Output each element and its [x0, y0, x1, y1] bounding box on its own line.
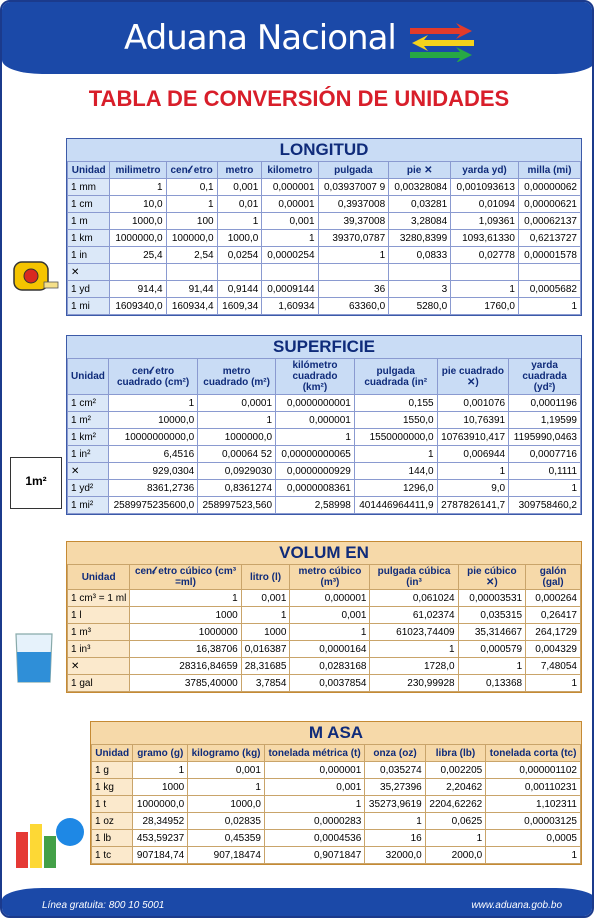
longitud-header-0: Unidad — [68, 162, 110, 179]
masa-title: M ASA — [91, 722, 581, 744]
value-cell: 0,016387 — [241, 641, 290, 658]
value-cell: 7,48054 — [526, 658, 581, 675]
value-cell: 61023,74409 — [370, 624, 458, 641]
table-row — [68, 480, 581, 497]
value-cell: 0,13368 — [458, 675, 526, 692]
superficie-header-5: pie cuadrado ✕) — [437, 359, 509, 395]
value-cell: 0,00001 — [262, 196, 318, 213]
value-cell: 0,00110231 — [486, 779, 581, 796]
value-cell: 0,061024 — [370, 590, 458, 607]
value-cell: 0,155 — [354, 395, 437, 412]
square-meter-label: 1m² — [25, 474, 47, 488]
value-cell: 0,02778 — [451, 247, 519, 264]
value-cell: 1760,0 — [451, 298, 519, 315]
value-cell: 907,18474 — [188, 847, 265, 864]
value-cell: 0,0283168 — [290, 658, 370, 675]
value-cell: 3 — [389, 281, 451, 298]
value-cell: 0,01 — [217, 196, 262, 213]
value-cell: 32000,0 — [365, 847, 425, 864]
value-cell: 3,7854 — [241, 675, 290, 692]
value-cell: 0,035315 — [458, 607, 526, 624]
table-row — [68, 264, 581, 281]
value-cell: 100000,0 — [166, 230, 217, 247]
value-cell: 0,000264 — [526, 590, 581, 607]
value-cell: 3280,8399 — [389, 230, 451, 247]
value-cell: 1000 — [241, 624, 290, 641]
value-cell: 3,28084 — [389, 213, 451, 230]
value-cell: 1 — [518, 298, 580, 315]
value-cell: 2787826141,7 — [437, 497, 509, 514]
value-cell: 0,9144 — [217, 281, 262, 298]
table-row — [68, 497, 581, 514]
table-row — [68, 624, 581, 641]
value-cell: 0,000579 — [458, 641, 526, 658]
value-cell: 2,58998 — [276, 497, 355, 514]
value-cell: 0,3937008 — [318, 196, 389, 213]
longitud-header-8: milla (mi) — [518, 162, 580, 179]
value-cell: 1 — [370, 641, 458, 658]
superficie-header-6: yarda cuadrada (yd²) — [509, 359, 581, 395]
superficie-header-2: metro cuadrado (m²) — [198, 359, 276, 395]
masa-table — [91, 744, 581, 864]
unit-cell: 1 mi² — [68, 497, 109, 514]
unit-cell: ✕ — [68, 658, 130, 675]
value-cell — [217, 264, 262, 281]
table-row — [68, 429, 581, 446]
volumen-section — [66, 541, 582, 693]
arrows-logo-icon — [406, 20, 478, 62]
value-cell: 1,19599 — [509, 412, 581, 429]
volumen-header-4: pulgada cúbica (in³ — [370, 565, 458, 590]
masa-header-6: tonelada corta (tc) — [486, 745, 581, 762]
superficie-header-1: cen𝓁 etro cuadrado (cm²) — [108, 359, 197, 395]
unit-cell: 1 cm³ = 1 ml — [68, 590, 130, 607]
unit-cell: ✕ — [68, 463, 109, 480]
value-cell: 0,0009144 — [262, 281, 318, 298]
masa-header-2: kilogramo (kg) — [188, 745, 265, 762]
value-cell: 1728,0 — [370, 658, 458, 675]
value-cell: 3785,40000 — [130, 675, 241, 692]
longitud-header-5: pulgada — [318, 162, 389, 179]
value-cell — [451, 264, 519, 281]
beaker-icon — [10, 630, 58, 686]
value-cell: 0,00001578 — [518, 247, 580, 264]
value-cell: 0,006944 — [437, 446, 509, 463]
volumen-table — [67, 564, 581, 692]
value-cell: 1000 — [133, 779, 188, 796]
value-cell: 1 — [526, 675, 581, 692]
unit-cell: 1 tc — [92, 847, 133, 864]
table-row — [68, 463, 581, 480]
table-row — [68, 213, 581, 230]
superficie-section — [66, 335, 582, 515]
value-cell: 1 — [108, 395, 197, 412]
value-cell: 1000000,0 — [110, 230, 166, 247]
value-cell: 2204,62262 — [425, 796, 485, 813]
unit-cell: 1 km — [68, 230, 110, 247]
value-cell: 39370,0787 — [318, 230, 389, 247]
value-cell: 0,0000000001 — [276, 395, 355, 412]
value-cell: 35,314667 — [458, 624, 526, 641]
value-cell: 1000000,0 — [198, 429, 276, 446]
masa-section — [90, 721, 582, 865]
unit-cell: 1 m — [68, 213, 110, 230]
value-cell: 0,001 — [290, 607, 370, 624]
value-cell: 1609340,0 — [110, 298, 166, 315]
value-cell: 0,0000254 — [262, 247, 318, 264]
value-cell: 9,0 — [437, 480, 509, 497]
header-banner — [2, 2, 594, 74]
longitud-header-1: milimetro — [110, 162, 166, 179]
value-cell: 0,0000164 — [290, 641, 370, 658]
value-cell: 309758460,2 — [509, 497, 581, 514]
volumen-header-5: pie cúbico ✕) — [458, 565, 526, 590]
unit-cell: 1 in³ — [68, 641, 130, 658]
superficie-title: SUPERFICIE — [67, 336, 581, 358]
unit-cell: 1 g — [92, 762, 133, 779]
table-row — [68, 247, 581, 264]
value-cell: 0,000001 — [264, 762, 364, 779]
value-cell: 0,0001 — [198, 395, 276, 412]
unit-cell: 1 yd — [68, 281, 110, 298]
unit-cell: 1 mi — [68, 298, 110, 315]
value-cell: 1000000,0 — [133, 796, 188, 813]
value-cell: 1 — [458, 658, 526, 675]
value-cell: 1 — [486, 847, 581, 864]
value-cell: 1000,0 — [110, 213, 166, 230]
value-cell: 36 — [318, 281, 389, 298]
value-cell: 0,9071847 — [264, 847, 364, 864]
value-cell: 1 — [264, 796, 364, 813]
value-cell: 61,02374 — [370, 607, 458, 624]
value-cell: 1 — [451, 281, 519, 298]
masa-header-5: libra (lb) — [425, 745, 485, 762]
value-cell: 0,0037854 — [290, 675, 370, 692]
value-cell: 1093,61330 — [451, 230, 519, 247]
value-cell: 0,6213727 — [518, 230, 580, 247]
unit-cell: 1 oz — [92, 813, 133, 830]
value-cell: 1,60934 — [262, 298, 318, 315]
unit-cell: ✕ — [68, 264, 110, 281]
footer-banner — [2, 888, 594, 918]
superficie-header-4: pulgada cuadrada (in² — [354, 359, 437, 395]
value-cell: 0,001093613 — [451, 179, 519, 196]
value-cell: 91,44 — [166, 281, 217, 298]
value-cell: 1 — [354, 446, 437, 463]
value-cell: 0,00000621 — [518, 196, 580, 213]
table-row — [68, 412, 581, 429]
value-cell: 10,76391 — [437, 412, 509, 429]
value-cell: 1 — [217, 213, 262, 230]
table-row — [68, 298, 581, 315]
value-cell: 0,8361274 — [198, 480, 276, 497]
value-cell: 0,1 — [166, 179, 217, 196]
value-cell: 0,1111 — [509, 463, 581, 480]
unit-cell: 1 mm — [68, 179, 110, 196]
value-cell: 453,59237 — [133, 830, 188, 847]
value-cell: 1550000000,0 — [354, 429, 437, 446]
value-cell: 0,0005 — [486, 830, 581, 847]
unit-cell: 1 in² — [68, 446, 109, 463]
value-cell — [166, 264, 217, 281]
value-cell: 25,4 — [110, 247, 166, 264]
value-cell: 0,00000000065 — [276, 446, 355, 463]
value-cell: 0,0929030 — [198, 463, 276, 480]
table-row — [68, 395, 581, 412]
value-cell: 1000,0 — [188, 796, 265, 813]
value-cell — [389, 264, 451, 281]
value-cell: 63360,0 — [318, 298, 389, 315]
value-cell: 0,000001 — [290, 590, 370, 607]
value-cell: 0,00000062 — [518, 179, 580, 196]
value-cell — [318, 264, 389, 281]
value-cell: 907184,74 — [133, 847, 188, 864]
unit-cell: 1 yd² — [68, 480, 109, 497]
value-cell: 401446964411,9 — [354, 497, 437, 514]
value-cell: 35273,9619 — [365, 796, 425, 813]
value-cell: 0,0001196 — [509, 395, 581, 412]
value-cell: 1195990,0463 — [509, 429, 581, 446]
value-cell: 35,27396 — [365, 779, 425, 796]
value-cell: 0,000001 — [262, 179, 318, 196]
value-cell: 0,0254 — [217, 247, 262, 264]
value-cell: 28,34952 — [133, 813, 188, 830]
value-cell: 100 — [166, 213, 217, 230]
value-cell: 264,1729 — [526, 624, 581, 641]
value-cell: 0,00064 52 — [198, 446, 276, 463]
table-row — [92, 762, 581, 779]
volumen-header-1: cen𝓁 etro cúbico (cm³ =ml) — [130, 565, 241, 590]
value-cell: 1 — [198, 412, 276, 429]
value-cell: 39,37008 — [318, 213, 389, 230]
value-cell: 1 — [130, 590, 241, 607]
table-row — [68, 230, 581, 247]
value-cell: 1,102311 — [486, 796, 581, 813]
value-cell: 0,0000283 — [264, 813, 364, 830]
masa-header-1: gramo (g) — [133, 745, 188, 762]
value-cell: 0,001 — [262, 213, 318, 230]
tape-measure-icon — [10, 256, 60, 296]
volumen-header-3: metro cúbico (m³) — [290, 565, 370, 590]
value-cell: 0,001 — [241, 590, 290, 607]
unit-cell: 1 t — [92, 796, 133, 813]
value-cell: 1296,0 — [354, 480, 437, 497]
volumen-header-6: galón (gal) — [526, 565, 581, 590]
longitud-header-6: pie ✕ — [389, 162, 451, 179]
table-row — [68, 590, 581, 607]
value-cell: 0,000001102 — [486, 762, 581, 779]
value-cell: 2589975235600,0 — [108, 497, 197, 514]
value-cell: 28,31685 — [241, 658, 290, 675]
longitud-title: LONGITUD — [67, 139, 581, 161]
value-cell: 2000,0 — [425, 847, 485, 864]
value-cell: 1 — [276, 429, 355, 446]
website-link[interactable]: www.aduana.gob.bo — [471, 900, 562, 911]
value-cell: 0,001 — [217, 179, 262, 196]
value-cell: 16 — [365, 830, 425, 847]
table-row — [92, 847, 581, 864]
value-cell: 1 — [110, 179, 166, 196]
longitud-header-7: yarda yd) — [451, 162, 519, 179]
value-cell: 6,4516 — [108, 446, 197, 463]
value-cell: 1 — [365, 813, 425, 830]
longitud-table — [67, 161, 581, 315]
value-cell: 0,00062137 — [518, 213, 580, 230]
table-row — [68, 196, 581, 213]
table-row — [68, 446, 581, 463]
value-cell: 0,001076 — [437, 395, 509, 412]
value-cell: 0,45359 — [188, 830, 265, 847]
superficie-table — [67, 358, 581, 514]
value-cell — [518, 264, 580, 281]
value-cell: 10763910,417 — [437, 429, 509, 446]
table-row — [92, 779, 581, 796]
value-cell: 0,0004536 — [264, 830, 364, 847]
unit-cell: 1 cm — [68, 196, 110, 213]
value-cell: 1 — [425, 830, 485, 847]
value-cell: 1 — [437, 463, 509, 480]
table-row — [68, 641, 581, 658]
value-cell: 0,004329 — [526, 641, 581, 658]
value-cell: 1 — [318, 247, 389, 264]
longitud-header-4: kilometro — [262, 162, 318, 179]
value-cell: 1 — [188, 779, 265, 796]
value-cell: 1 — [133, 762, 188, 779]
unit-cell: 1 kg — [92, 779, 133, 796]
unit-cell: 1 km² — [68, 429, 109, 446]
value-cell: 0,000001 — [276, 412, 355, 429]
masa-header-3: tonelada métrica (t) — [264, 745, 364, 762]
value-cell: 0,03281 — [389, 196, 451, 213]
value-cell: 5280,0 — [389, 298, 451, 315]
value-cell: 929,0304 — [108, 463, 197, 480]
value-cell: 0,0000008361 — [276, 480, 355, 497]
unit-cell: 1 cm² — [68, 395, 109, 412]
value-cell: 1000,0 — [217, 230, 262, 247]
value-cell: 160934,4 — [166, 298, 217, 315]
value-cell: 1,09361 — [451, 213, 519, 230]
value-cell: 914,4 — [110, 281, 166, 298]
value-cell: 1000 — [130, 607, 241, 624]
value-cell: 8361,2736 — [108, 480, 197, 497]
value-cell: 0,02835 — [188, 813, 265, 830]
unit-cell: 1 in — [68, 247, 110, 264]
value-cell: 1550,0 — [354, 412, 437, 429]
volumen-header-0: Unidad — [68, 565, 130, 590]
value-cell: 1 — [509, 480, 581, 497]
value-cell: 1000000 — [130, 624, 241, 641]
value-cell: 10,0 — [110, 196, 166, 213]
longitud-header-3: metro — [217, 162, 262, 179]
longitud-header-2: cen𝓁 etro — [166, 162, 217, 179]
value-cell: 0,0007716 — [509, 446, 581, 463]
table-row — [92, 830, 581, 847]
unit-cell: 1 m³ — [68, 624, 130, 641]
value-cell: 1 — [166, 196, 217, 213]
value-cell: 0,0005682 — [518, 281, 580, 298]
value-cell: 0,035274 — [365, 762, 425, 779]
value-cell: 230,99928 — [370, 675, 458, 692]
square-meter-icon — [10, 457, 62, 509]
brand-name: Aduana Nacional — [124, 18, 396, 58]
value-cell: 28316,84659 — [130, 658, 241, 675]
table-row — [68, 179, 581, 196]
value-cell: 0,01094 — [451, 196, 519, 213]
hotline-text: Línea gratuita: 800 10 5001 — [42, 900, 165, 911]
value-cell: 0,0833 — [389, 247, 451, 264]
value-cell: 144,0 — [354, 463, 437, 480]
unit-cell: 1 m² — [68, 412, 109, 429]
table-row — [92, 796, 581, 813]
masa-header-4: onza (oz) — [365, 745, 425, 762]
value-cell — [262, 264, 318, 281]
table-row — [68, 658, 581, 675]
value-cell: 0,001 — [264, 779, 364, 796]
value-cell: 0,00003531 — [458, 590, 526, 607]
longitud-section — [66, 138, 582, 316]
value-cell: 0,26417 — [526, 607, 581, 624]
value-cell: 0,0625 — [425, 813, 485, 830]
table-row — [68, 281, 581, 298]
value-cell: 0,00003125 — [486, 813, 581, 830]
table-row — [68, 675, 581, 692]
value-cell: 1 — [262, 230, 318, 247]
value-cell: 258997523,560 — [198, 497, 276, 514]
superficie-header-3: kilómetro cuadrado (km²) — [276, 359, 355, 395]
value-cell: 16,38706 — [130, 641, 241, 658]
unit-cell: 1 gal — [68, 675, 130, 692]
value-cell: 0,03937007 9 — [318, 179, 389, 196]
value-cell: 1 — [290, 624, 370, 641]
table-row — [68, 607, 581, 624]
volumen-header-2: litro (l) — [241, 565, 290, 590]
value-cell: 1 — [241, 607, 290, 624]
page-title: TABLA DE CONVERSIÓN DE UNIDADES — [88, 86, 510, 111]
table-row — [92, 813, 581, 830]
value-cell: 2,20462 — [425, 779, 485, 796]
value-cell: 0,001 — [188, 762, 265, 779]
value-cell: 0,002205 — [425, 762, 485, 779]
masa-header-0: Unidad — [92, 745, 133, 762]
value-cell: 0,0000000929 — [276, 463, 355, 480]
value-cell: 1609,34 — [217, 298, 262, 315]
value-cell — [110, 264, 166, 281]
unit-cell: 1 l — [68, 607, 130, 624]
volumen-title: VOLUM EN — [67, 542, 581, 564]
superficie-header-0: Unidad — [68, 359, 109, 395]
value-cell: 0,00328084 — [389, 179, 451, 196]
weights-icon — [10, 806, 88, 874]
unit-cell: 1 lb — [92, 830, 133, 847]
value-cell: 2,54 — [166, 247, 217, 264]
value-cell: 10000000000,0 — [108, 429, 197, 446]
value-cell: 10000,0 — [108, 412, 197, 429]
